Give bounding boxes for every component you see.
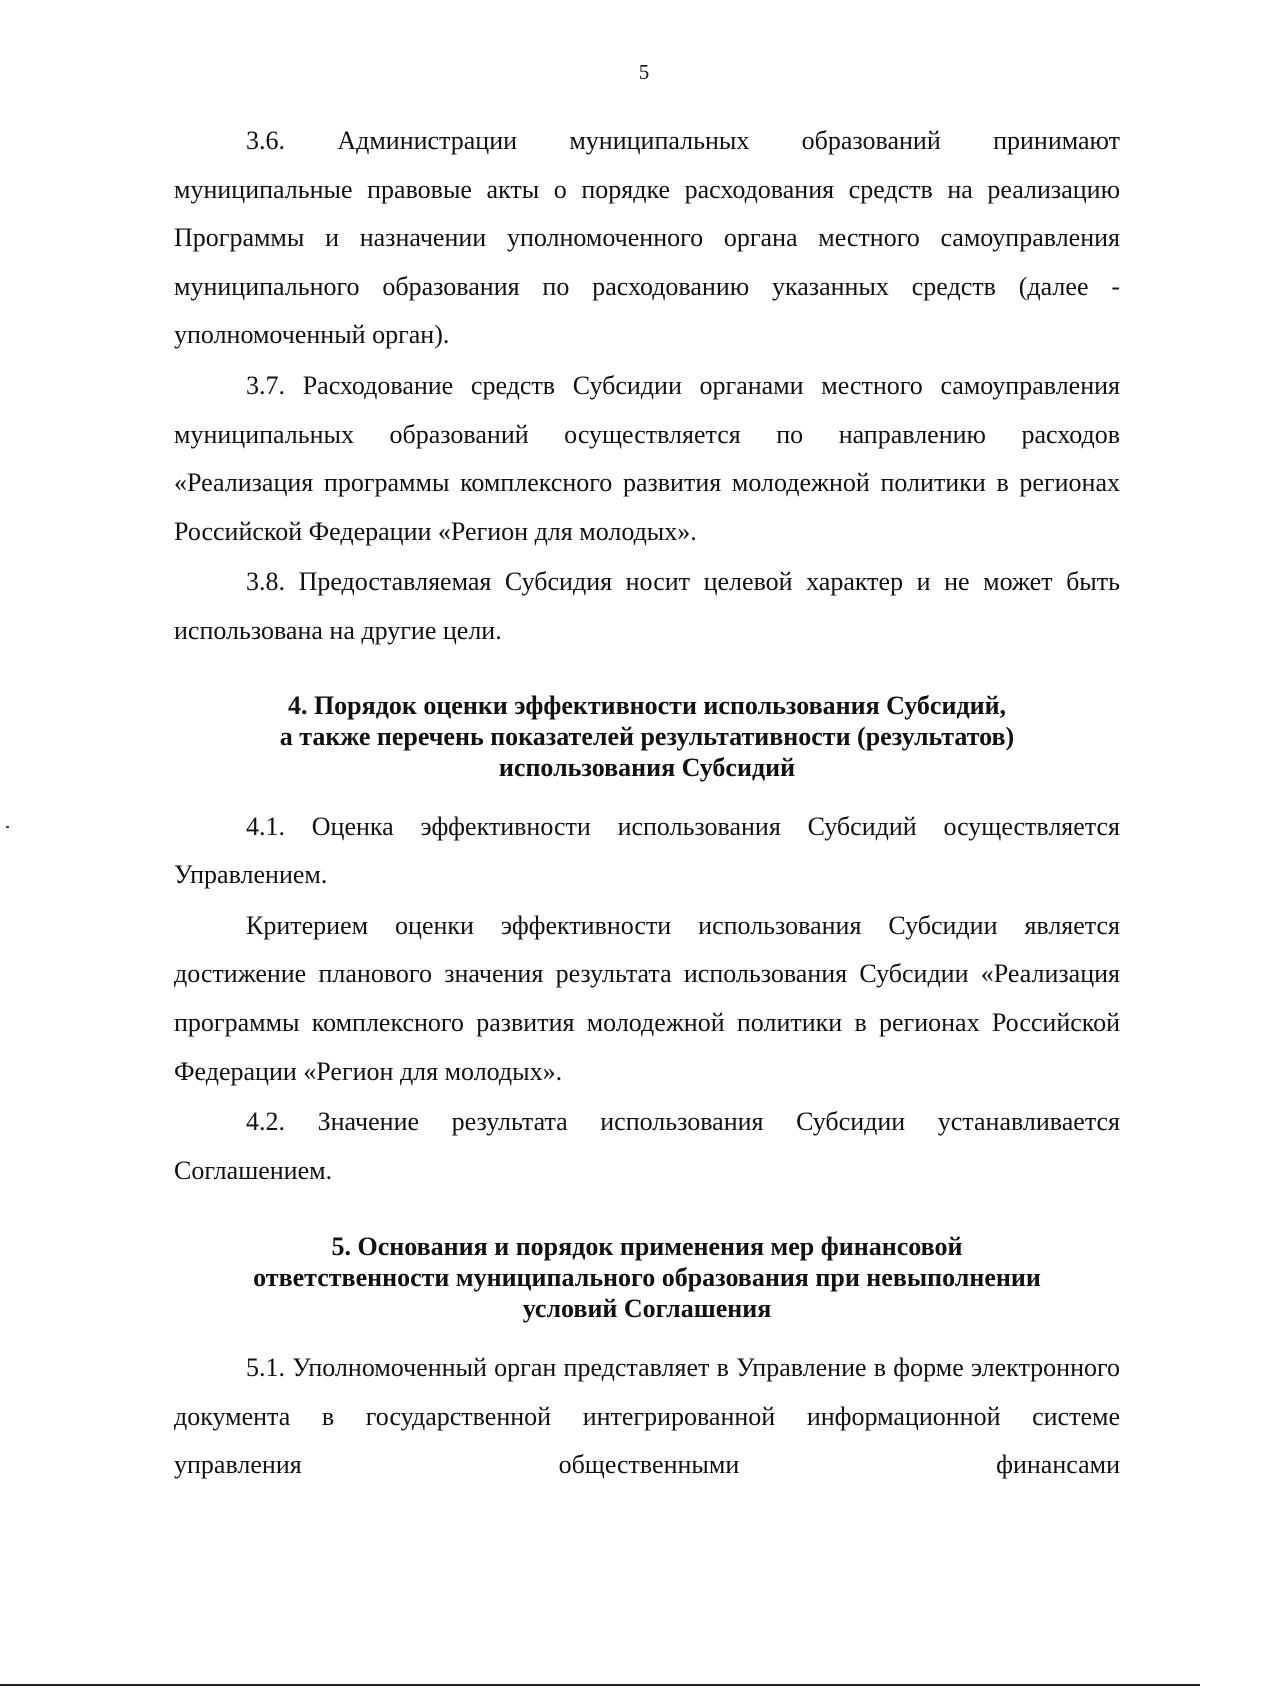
paragraph-3-7: 3.7. Расходование средств Субсидии органами местного самоуправления муниципальных образований осуществляется по направлению расходов «Реализация программы комплексного развития молодежной политики в регионах Российской Федерации «Регион для молодых».	[174, 370, 1120, 546]
paragraph-3-8: 3.8. Предоставляемая Субсидия носит целевой характер и не может быть использована на другие цели.	[174, 567, 1120, 645]
paragraph-3-6: 3.6. Администрации муниципальных образований принимают муниципальные правовые акты о порядке расходования средств на реализацию Программы и назначении уполномоченного органа местного самоуправления муниципального образования по расходованию указанных средств (далее - уполномоченный орган).	[174, 126, 1120, 350]
section-4-heading	[174, 690, 1120, 783]
page-number: 5	[638, 60, 650, 84]
section-4-heading-line-1: 4. Порядок оценки эффективности использования Субсидий,	[287, 690, 1007, 720]
paragraph-4-2: 4.2. Значение результата использования Субсидии устанавливается Соглашением.	[174, 1107, 1120, 1185]
paragraph-4-criteria: Критерием оценки эффективности использования Субсидии является достижение планового значения результата использования Субсидии «Реализация программы комплексного развития молодежной политики в регионах Российской Федерации «Регион для молодых».	[174, 910, 1120, 1086]
page-bottom-edge	[0, 1684, 1200, 1686]
document-body	[174, 117, 1120, 1480]
section-5-heading-line-2: ответственности муниципального образования при невыполнении	[253, 1263, 1041, 1293]
section-5-heading	[174, 1231, 1120, 1324]
section-5-heading-line-3: условий Соглашения	[522, 1294, 772, 1324]
scan-margin-mark	[6, 826, 9, 828]
section-4-heading-line-3: использования Субсидий	[498, 752, 796, 782]
paragraph-5-1: 5.1. Уполномоченный орган представляет в Управление в форме электронного документа в государственной интегрированной информационной системе управления общественными финансами	[174, 1353, 1120, 1480]
paragraph-4-1: 4.1. Оценка эффективности использования Субсидий осуществляется Управлением.	[174, 811, 1120, 890]
section-4-heading-line-2: а также перечень показателей результативности (результатов)	[279, 721, 1015, 751]
paragraph-5-1-container	[174, 1344, 1120, 1480]
section-5-heading-line-1: 5. Основания и порядок применения мер финансовой	[331, 1232, 963, 1262]
